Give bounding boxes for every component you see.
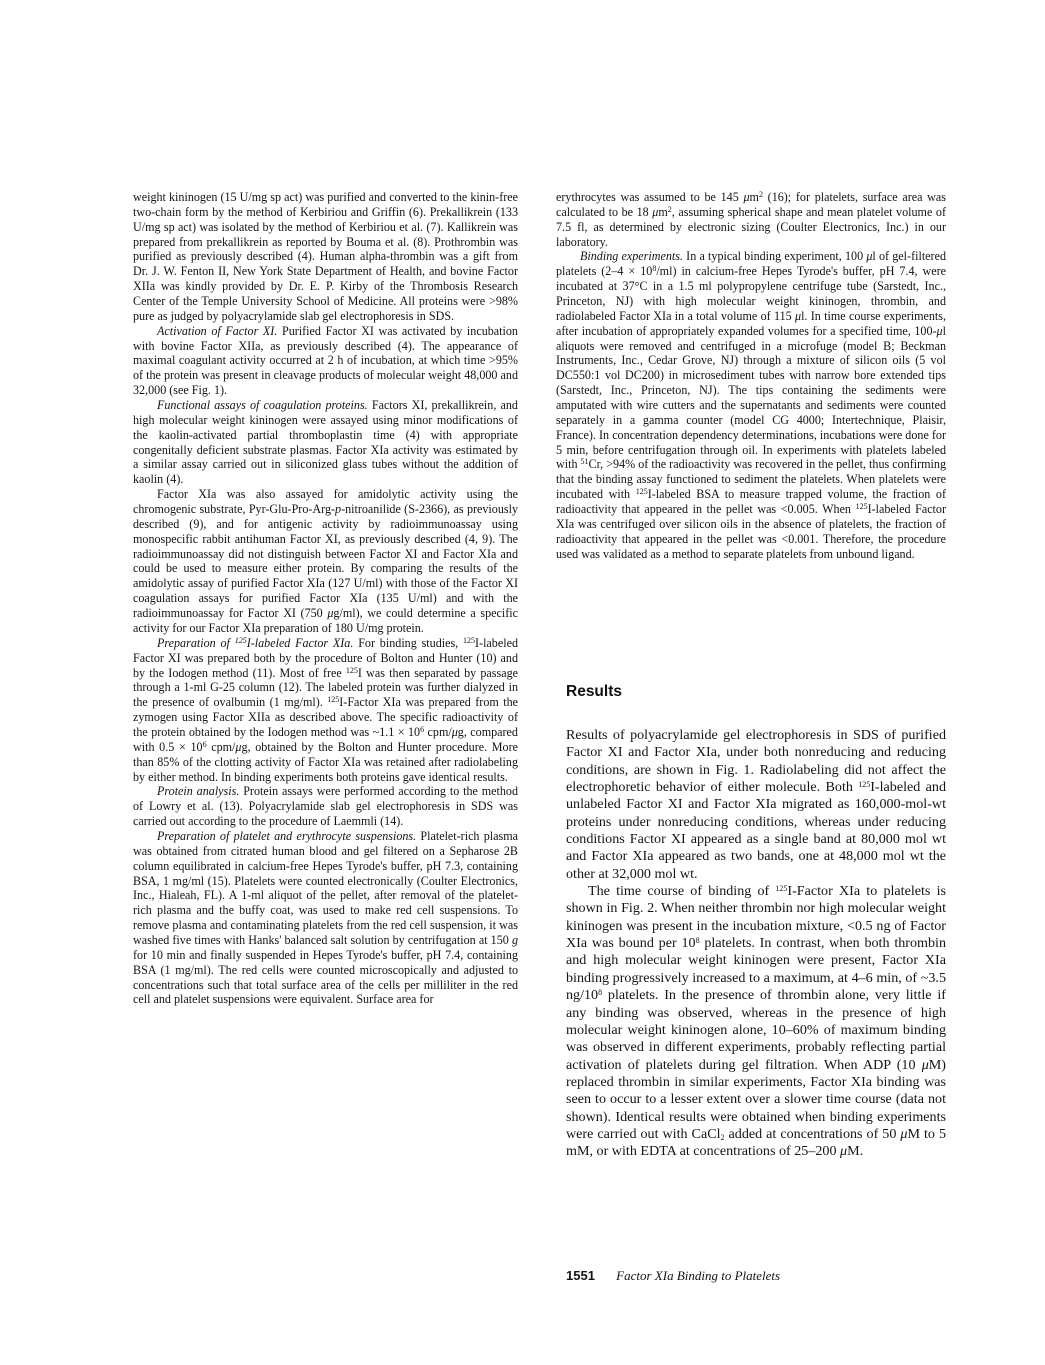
right-column [556,190,946,561]
paragraph-surface-area: erythrocytes was assumed to be 145 $\mu m^2$ (16); for platelets, surface area was calculated to be 18 $\mu m^2$, assuming spherical shape and mean platelet volume of 7.5 fl, as determined by electronic sizing (Coulter Electronics, Inc.) in our laboratory. [556,190,946,249]
paragraph-proteins-purification: weight kininogen (15 U/mg sp act) was purified and converted to the kinin-free two-chain form by the method of Kerbiriou and Griffin (6). Prekallikrein (133 U/mg sp act) was isolated by the method of Kerbiriou et al. (7). Kallikrein was prepared from prekallikrein as reported by Bouma et al. (8). Prothrombin was purified as previously described (4). Human alpha-thrombin was a gift from Dr. J. W. Fenton II, New York State Department of Health, and bovine Factor XIIa was kindly provided by Dr. E. P. Kirby of the Thrombosis Research Center of the Temple University School of Medicine. All proteins were >98% pure as judged by polyacrylamide slab gel electrophoresis in SDS. [133,190,518,323]
paragraph-results-electrophoresis: Results of polyacrylamide gel electrophoresis in SDS of purified Factor XI and Factor XIa, under both nonreducing and reducing conditions, are shown in Fig. 1. Radiolabeling did not affect the electrophoretic behavior of either molecule. Both $^{125}$I-labeled and unlabeled Factor XI and Factor XIa migrated as 160,000-mol-wt proteins under nonreducing conditions, whereas under reducing conditions Factor XI appeared as a single band at 80,000 mol wt and Factor XIa appeared as two bands, one at 48,000 mol wt the other at 32,000 mol wt. [566,727,946,882]
running-title: Factor XIa Binding to Platelets [616,1268,781,1283]
left-column [133,190,518,1007]
paragraph-binding-experiments: Binding experiments. In a typical binding experiment, 100 μl of gel-filtered platelets $(2-4 \times 10^8/ml)$ in calcium-free Hepes Tyrode's buffer, pH 7.4, were incubated at 37°C in a 1.5 ml polypropylene centrifuge tube (Sarstedt, Inc., Princeton, NJ) with high molecular weight kininogen, thrombin, and radiolabeled Factor XIa in a total volume of 115 μl. In time course experiments, after incubation of appropriately expanded volumes for a specified time, 100-μl aliquots were removed and centrifuged in a microfuge (model B; Beckman Instruments, Inc., Cedar Grove, NJ) through a mixture of silicon oils (5 vol DC550:1 vol DC200) in microsediment tubes with narrow bore extended tips (Sarstedt, Inc., Princeton, NJ). The tips containing the sediments were amputated with wire cutters and the supernatants and sediments were counted separately in a gamma counter (model CG 4000; Intertechnique, Plaisir, France). In concentration dependency determinations, incubations were done for 5 min, before centrifugation through oil. In experiments with platelets labeled with $^{51}$Cr, >94% of the radioactivity was recovered in the pellet, thus confirming that the binding assay functioned to sediment the platelets. When platelets were incubated with $^{125}$I-labeled BSA to measure trapped volume, the fraction of radioactivity that appeared in the pellet was <0.005. When $^{125}$I-labeled Factor XIa was centrifuged over silicon oils in the absence of platelets, the fraction of radioactivity that appeared in the pellet was <0.001. Therefore, the procedure used was validated as a method to separate platelets from unbound ligand. [556,249,947,561]
paragraph-protein-analysis: Protein analysis. Protein assays were performed according to the method of Lowry et al. (13). Polyacrylamide slab gel electrophoresis in SDS was carried out according to the procedure of Laemmli (14). [133,784,518,829]
paragraph-functional-assays: Functional assays of coagulation proteins. Factors XI, prekallikrein, and high molecular weight kininogen were assayed using minor modifications of the kaolin-activated partial thromboplastin time (4) with appropriate congenitally deficient substrate plasmas. Factor XIa activity was estimated by a similar assay carried out in siliconized glass tubes without the addition of kaolin (4). [133,398,518,487]
paragraph-labeled-factor-xia: Preparation of $^{125}$I-labeled Factor XIa. For binding studies, $^{125}$I-labeled Factor XI was prepared both by the procedure of Bolton and Hunter (10) and by the Iodogen method (11). Most of free $^{125}$I was then separated by passage through a 1-ml G-25 column (12). The labeled protein was further dialyzed in the presence of ovalbumin (1 mg/ml). $^{125}$I-Factor XIa was prepared from the zymogen using Factor XIIa as described above. The specific radioactivity of the protein obtained by the Iodogen method was ~1.1 × $10^6$ cpm/μg, compared with $0.5 \times 10^6$ cpm/μg, obtained by the Bolton and Hunter procedure. More than 85% of the clotting activity of Factor XIa was retained after radiolabeling by either method. In binding experiments both proteins gave identical results. [133,635,518,784]
page-number: 1551 [566,1268,595,1283]
results-section [566,727,946,1161]
paragraph-activation-factor-xi: Activation of Factor XI. Purified Factor XI was activated by incubation with bovine Factor XIIa, as previously described (4). The appearance of maximal coagulant activity occurred at 2 h of incubation, at which time >95% of the protein was present in cleavage products of molecular weight 48,000 and 32,000 (see Fig. 1). [133,323,518,398]
page-footer [566,1268,780,1284]
paragraph-results-time-course: The time course of binding of $^{125}$I-Factor XIa to platelets is shown in Fig. 2. When neither thrombin nor high molecular weight kininogen was present in the incubation mixture, <0.5 ng of Factor XIa was bound per $10^8$ platelets. In contrast, when both thrombin and high molecular weight kininogen were present, Factor XIa binding progressively increased to a maximum, at 4–6 min, of ~3.5 $ng/10^8$ platelets. In the presence of thrombin alone, very little if any binding was observed, whereas in the presence of high molecular weight kininogen alone, 10–60% of maximum binding was observed in different experiments, probably reflecting partial activation of platelets during gel filtration. When ADP (10 μM) replaced thrombin in similar experiments, Factor XIa binding was seen to occur to a lesser extent over a slower time course (data not shown). Identical results were obtained when binding experiments were carried out with CaCl$_2$ added at concentrations of 50 μM to 5 mM, or with EDTA at concentrations of 25–200 μM. [566,883,946,1160]
results-heading: Results [566,683,622,700]
paragraph-cell-suspensions: Preparation of platelet and erythrocyte suspensions. Platelet-rich plasma was obtained from citrated human blood and gel filtered on a Sepharose 2B column equilibrated in calcium-free Hepes Tyrode's buffer, pH 7.3, containing BSA, 1 mg/ml (15). Platelets were counted electronically (Coulter Electronics, Inc., Hialeah, FL). A 1-ml aliquot of the pellet, after removal of the platelet-rich plasma and the buffy coat, was used to make red cell suspensions. To remove plasma and contaminating platelets from the red cell suspension, it was washed five times with Hanks' balanced salt solution by centrifugation at 150 g for 10 min and finally suspended in Hepes Tyrode's buffer, pH 7.4, containing BSA (1 mg/ml). The red cells were counted microscopically and adjusted to concentrations such that total surface area of the cells per milliliter in the red cell and platelet suspensions were equivalent. Surface area for [133,828,518,1007]
paragraph-amidolytic-assay: Factor XIa was also assayed for amidolytic activity using the chromogenic substrate, Pyr-Glu-Pro-Arg-p-nitroanilide (S-2366), as previously described (9), and for antigenic activity by radioimmunoassay using monospecific rabbit antihuman Factor XI, as previously described (4, 9). The radioimmunoassay did not distinguish between Factor XI and Factor XIa and could be used to measure either protein. By comparing the results of the amidolytic assay of purified Factor XIa (127 U/ml) with those of the Factor XI coagulation assays for purified Factor XIa (135 U/ml) and with the radioimmunoassay for Factor XI (750 μg/ml), we could determine a specific activity for our Factor XIa preparation of 180 U/mg protein. [133,487,518,635]
